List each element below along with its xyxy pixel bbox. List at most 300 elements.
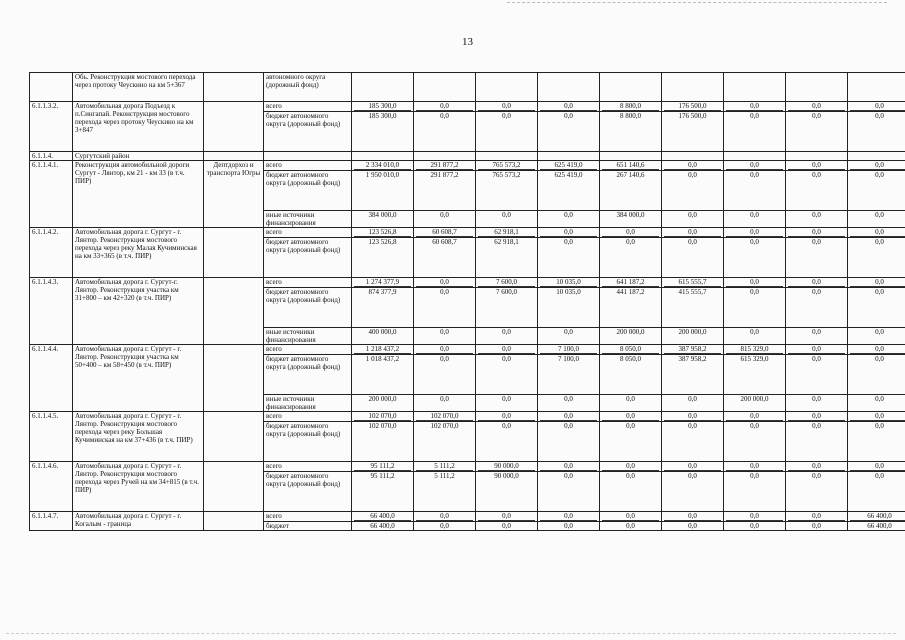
amount-cell bbox=[600, 228, 662, 238]
funding-source: всего bbox=[264, 462, 352, 472]
amount-value: 0,0 bbox=[602, 412, 659, 421]
row-name: Автомобильная дорога Подъезд к п.Сингапай. Реконструкция мостового перехода через протоку Чеускино на км 3+847 bbox=[73, 102, 204, 152]
amount-value: 0,0 bbox=[812, 422, 821, 430]
row-name: Обь. Реконструкция мостового перехода через протоку Чеускино на км 5+367 bbox=[73, 73, 204, 102]
amount-cell bbox=[662, 522, 724, 531]
amount-value: 0,0 bbox=[564, 522, 573, 530]
row-responsible bbox=[204, 462, 264, 512]
amount-cell bbox=[662, 278, 724, 288]
amount-value: 0,0 bbox=[416, 278, 473, 287]
amount-value: 0,0 bbox=[478, 345, 535, 354]
row-code: 6.1.1.4.6. bbox=[30, 462, 73, 512]
amount-cell bbox=[786, 345, 848, 355]
table-row bbox=[30, 462, 905, 472]
amount-value: 0,0 bbox=[788, 102, 845, 111]
amount-cell bbox=[786, 238, 848, 278]
amount-cell bbox=[600, 395, 662, 412]
funding-source: иные источники финансирования bbox=[264, 395, 352, 412]
amount-value: 102 070,0 bbox=[354, 412, 411, 421]
amount-value: 7 600,0 bbox=[478, 278, 535, 287]
amount-value: 0,0 bbox=[564, 211, 573, 219]
amount-value: 8 800,0 bbox=[620, 112, 641, 120]
amount-value: 0,0 bbox=[788, 278, 845, 287]
amount-value: 0,0 bbox=[440, 522, 449, 530]
amount-value: 0,0 bbox=[502, 211, 511, 219]
amount-value: 0,0 bbox=[750, 522, 759, 530]
amount-cell bbox=[848, 395, 905, 412]
amount-cell bbox=[352, 412, 414, 422]
amount-value: 8 800,0 bbox=[602, 102, 659, 111]
amount-value: 1 950 010,0 bbox=[365, 171, 400, 179]
amount-cell bbox=[662, 512, 724, 522]
amount-cell bbox=[476, 161, 538, 171]
amount-value: 95 111,2 bbox=[354, 462, 411, 471]
amount-cell bbox=[600, 73, 662, 102]
amount-cell bbox=[600, 161, 662, 171]
amount-value: 102 070,0 bbox=[430, 422, 459, 430]
amount-value: 0,0 bbox=[502, 355, 511, 363]
amount-cell bbox=[476, 73, 538, 102]
amount-value: 1 218 437,2 bbox=[354, 345, 411, 354]
amount-cell bbox=[662, 73, 724, 102]
row-responsible: Дептдорхоз и транспорта Югры bbox=[204, 161, 264, 228]
amount-value: 0,0 bbox=[750, 472, 759, 480]
amount-cell bbox=[476, 228, 538, 238]
amount-cell bbox=[662, 288, 724, 328]
amount-cell bbox=[476, 102, 538, 112]
amount-value: 0,0 bbox=[502, 422, 511, 430]
amount-value: 0,0 bbox=[540, 462, 597, 471]
amount-value: 0,0 bbox=[875, 211, 884, 219]
amount-value: 0,0 bbox=[564, 472, 573, 480]
amount-value: 10 035,0 bbox=[556, 288, 581, 296]
amount-value: 0,0 bbox=[416, 345, 473, 354]
row-code: 6.1.1.3.2. bbox=[30, 102, 73, 152]
funding-source: иные источники финансирования bbox=[264, 211, 352, 228]
amount-value: 200 000,0 bbox=[740, 395, 769, 403]
amount-value: 0,0 bbox=[812, 522, 821, 530]
amount-cell bbox=[538, 288, 600, 328]
amount-value: 0,0 bbox=[750, 112, 759, 120]
amount-value: 0,0 bbox=[440, 328, 449, 336]
row-code: 6.1.1.4.5. bbox=[30, 412, 73, 462]
amount-cell bbox=[848, 288, 905, 328]
amount-value: 0,0 bbox=[812, 328, 821, 336]
amount-value: 0,0 bbox=[564, 422, 573, 430]
amount-cell bbox=[538, 345, 600, 355]
row-name: Автомобильная дорога г. Сургут - г. Когалым - граница bbox=[73, 512, 204, 531]
amount-value: 200 000,0 bbox=[678, 328, 707, 336]
table-row bbox=[30, 512, 905, 522]
row-name: Автомобильная дорога г. Сургут - г. Лянтор. Реконструкция участка км 50+400 – км 58+450 (в т.ч. ПИР) bbox=[73, 345, 204, 412]
amount-cell bbox=[848, 462, 905, 472]
amount-cell bbox=[724, 328, 786, 345]
row-responsible bbox=[204, 102, 264, 152]
amount-cell bbox=[724, 171, 786, 211]
amount-cell bbox=[724, 112, 786, 152]
amount-cell bbox=[600, 472, 662, 512]
row-responsible bbox=[204, 345, 264, 412]
amount-cell bbox=[414, 211, 476, 228]
amount-cell bbox=[848, 102, 905, 112]
amount-cell bbox=[352, 152, 414, 161]
amount-cell bbox=[786, 395, 848, 412]
amount-cell bbox=[786, 512, 848, 522]
amount-cell bbox=[662, 328, 724, 345]
amount-value: 0,0 bbox=[540, 228, 597, 237]
amount-cell bbox=[848, 278, 905, 288]
amount-value: 0,0 bbox=[812, 112, 821, 120]
amount-cell bbox=[352, 355, 414, 395]
amount-cell bbox=[724, 472, 786, 512]
amount-value: 200 000,0 bbox=[368, 395, 397, 403]
amount-value: 0,0 bbox=[850, 278, 905, 287]
amount-value: 123 526,8 bbox=[368, 238, 397, 246]
table-row bbox=[30, 412, 905, 422]
amount-cell bbox=[538, 462, 600, 472]
amount-cell bbox=[662, 228, 724, 238]
amount-value: 615 329,0 bbox=[740, 355, 769, 363]
amount-value: 0,0 bbox=[688, 522, 697, 530]
amount-cell bbox=[724, 395, 786, 412]
amount-value: 0,0 bbox=[875, 288, 884, 296]
amount-value: 0,0 bbox=[812, 355, 821, 363]
amount-cell bbox=[476, 522, 538, 531]
amount-value: 641 187,2 bbox=[602, 278, 659, 287]
amount-cell bbox=[352, 522, 414, 531]
amount-value: 0,0 bbox=[440, 211, 449, 219]
amount-value: 66 400,0 bbox=[354, 512, 411, 521]
amount-cell bbox=[786, 228, 848, 238]
amount-value: 0,0 bbox=[502, 395, 511, 403]
amount-value: 0,0 bbox=[664, 161, 721, 170]
amount-cell bbox=[848, 422, 905, 462]
amount-cell bbox=[414, 355, 476, 395]
amount-value: 291 877,2 bbox=[416, 161, 473, 170]
amount-value: 0,0 bbox=[812, 211, 821, 219]
funding-source: всего bbox=[264, 512, 352, 522]
amount-value: 0,0 bbox=[750, 238, 759, 246]
amount-cell bbox=[662, 422, 724, 462]
scan-edge-bottom bbox=[6, 633, 896, 634]
amount-cell bbox=[414, 288, 476, 328]
amount-value: 0,0 bbox=[478, 412, 535, 421]
amount-cell bbox=[476, 328, 538, 345]
amount-cell bbox=[786, 73, 848, 102]
amount-value: 267 140,6 bbox=[616, 171, 645, 179]
amount-value: 185 300,0 bbox=[354, 102, 411, 111]
amount-value: 0,0 bbox=[850, 345, 905, 354]
amount-value: 0,0 bbox=[850, 412, 905, 421]
amount-cell bbox=[600, 171, 662, 211]
amount-cell bbox=[724, 355, 786, 395]
amount-cell bbox=[538, 171, 600, 211]
amount-value: 0,0 bbox=[540, 102, 597, 111]
amount-cell bbox=[476, 278, 538, 288]
amount-cell bbox=[786, 355, 848, 395]
table-row bbox=[30, 152, 905, 161]
amount-cell bbox=[352, 328, 414, 345]
amount-cell bbox=[414, 171, 476, 211]
funding-source: бюджет bbox=[264, 522, 352, 531]
amount-cell bbox=[600, 102, 662, 112]
amount-cell bbox=[352, 228, 414, 238]
amount-cell bbox=[352, 161, 414, 171]
amount-value: 387 958,2 bbox=[664, 345, 721, 354]
amount-cell bbox=[848, 73, 905, 102]
amount-cell bbox=[538, 355, 600, 395]
amount-cell bbox=[476, 238, 538, 278]
amount-cell bbox=[662, 152, 724, 161]
amount-value: 176 500,0 bbox=[678, 112, 707, 120]
amount-value: 0,0 bbox=[416, 512, 473, 521]
table-row bbox=[30, 228, 905, 238]
amount-cell bbox=[848, 355, 905, 395]
amount-cell bbox=[848, 328, 905, 345]
amount-value: 0,0 bbox=[602, 462, 659, 471]
funding-source: бюджет автономного округа (дорожный фонд) bbox=[264, 238, 352, 278]
row-code: 6.1.1.4.1. bbox=[30, 161, 73, 228]
row-code: 6.1.1.4. bbox=[30, 152, 73, 161]
amount-cell bbox=[476, 472, 538, 512]
amount-cell bbox=[538, 102, 600, 112]
amount-cell bbox=[848, 412, 905, 422]
amount-value: 0,0 bbox=[688, 211, 697, 219]
amount-value: 0,0 bbox=[540, 512, 597, 521]
amount-value: 0,0 bbox=[688, 472, 697, 480]
amount-value: 10 035,0 bbox=[540, 278, 597, 287]
amount-cell bbox=[662, 112, 724, 152]
amount-cell bbox=[352, 512, 414, 522]
row-name: Автомобильная дорога г. Сургут - г. Лянтор. Реконструкция мостового перехода через реку Малая Кучиминская на км 33+365 (в т.ч. ПИР) bbox=[73, 228, 204, 278]
amount-value: 0,0 bbox=[788, 161, 845, 170]
amount-value: 0,0 bbox=[564, 395, 573, 403]
amount-cell bbox=[538, 412, 600, 422]
amount-value: 90 000,0 bbox=[494, 472, 519, 480]
amount-value: 625 419,0 bbox=[540, 161, 597, 170]
row-code: 6.1.1.4.4. bbox=[30, 345, 73, 412]
amount-value: 387 958,2 bbox=[678, 355, 707, 363]
amount-value: 384 000,0 bbox=[616, 211, 645, 219]
amount-value: 62 918,1 bbox=[478, 228, 535, 237]
amount-value: 0,0 bbox=[540, 412, 597, 421]
amount-cell bbox=[352, 102, 414, 112]
funding-source: всего bbox=[264, 412, 352, 422]
amount-cell bbox=[476, 152, 538, 161]
funding-source: автономного округа (дорожный фонд) bbox=[264, 73, 352, 102]
amount-cell bbox=[476, 171, 538, 211]
amount-cell bbox=[662, 171, 724, 211]
funding-source: всего bbox=[264, 161, 352, 171]
amount-cell bbox=[786, 102, 848, 112]
amount-cell bbox=[352, 211, 414, 228]
amount-value: 0,0 bbox=[750, 328, 759, 336]
amount-cell bbox=[414, 412, 476, 422]
amount-cell bbox=[414, 102, 476, 112]
amount-cell bbox=[786, 171, 848, 211]
amount-cell bbox=[724, 73, 786, 102]
amount-value: 0,0 bbox=[564, 238, 573, 246]
table-row bbox=[30, 161, 905, 171]
amount-value: 0,0 bbox=[812, 171, 821, 179]
amount-cell bbox=[724, 278, 786, 288]
amount-value: 0,0 bbox=[626, 395, 635, 403]
amount-value: 0,0 bbox=[875, 112, 884, 120]
amount-cell bbox=[352, 472, 414, 512]
amount-cell bbox=[352, 345, 414, 355]
amount-cell bbox=[600, 238, 662, 278]
amount-cell bbox=[662, 472, 724, 512]
row-responsible bbox=[204, 152, 264, 161]
amount-value: 0,0 bbox=[812, 288, 821, 296]
amount-cell bbox=[476, 288, 538, 328]
amount-cell bbox=[600, 211, 662, 228]
amount-cell bbox=[414, 345, 476, 355]
amount-cell bbox=[848, 161, 905, 171]
table-row bbox=[30, 345, 905, 355]
amount-value: 0,0 bbox=[750, 422, 759, 430]
amount-cell bbox=[848, 152, 905, 161]
amount-cell bbox=[600, 345, 662, 355]
amount-value: 0,0 bbox=[502, 522, 511, 530]
row-code bbox=[30, 73, 73, 102]
amount-value: 625 419,0 bbox=[554, 171, 583, 179]
amount-value: 0,0 bbox=[875, 472, 884, 480]
amount-cell bbox=[848, 345, 905, 355]
funding-source: бюджет автономного округа (дорожный фонд) bbox=[264, 472, 352, 512]
amount-cell bbox=[352, 238, 414, 278]
amount-value: 0,0 bbox=[502, 328, 511, 336]
amount-cell bbox=[538, 328, 600, 345]
funding-source: бюджет автономного округа (дорожный фонд) bbox=[264, 422, 352, 462]
amount-cell bbox=[662, 355, 724, 395]
amount-value: 60 608,7 bbox=[416, 228, 473, 237]
amount-value: 0,0 bbox=[875, 355, 884, 363]
amount-value: 0,0 bbox=[726, 278, 783, 287]
amount-cell bbox=[786, 462, 848, 472]
amount-value: 384 000,0 bbox=[368, 211, 397, 219]
amount-cell bbox=[538, 211, 600, 228]
funding-source bbox=[264, 152, 352, 161]
amount-cell bbox=[662, 211, 724, 228]
amount-value: 90 000,0 bbox=[478, 462, 535, 471]
row-responsible bbox=[204, 228, 264, 278]
amount-value: 7 100,0 bbox=[540, 345, 597, 354]
amount-value: 0,0 bbox=[688, 422, 697, 430]
amount-value: 66 400,0 bbox=[850, 512, 905, 521]
amount-cell bbox=[352, 462, 414, 472]
amount-value: 0,0 bbox=[440, 395, 449, 403]
amount-value: 2 334 010,0 bbox=[354, 161, 411, 170]
amount-cell bbox=[662, 161, 724, 171]
amount-cell bbox=[414, 228, 476, 238]
amount-cell bbox=[724, 422, 786, 462]
amount-value: 8 050,0 bbox=[602, 345, 659, 354]
amount-value: 0,0 bbox=[478, 512, 535, 521]
amount-cell bbox=[352, 288, 414, 328]
amount-value: 0,0 bbox=[664, 512, 721, 521]
amount-value: 123 526,8 bbox=[354, 228, 411, 237]
amount-cell bbox=[538, 472, 600, 512]
row-name: Автомобильная дорога г. Сургут - г. Лянтор. Реконструкция мостового перехода через реку Большая Кучиминская на км 37+436 (в т.ч. ПИР) bbox=[73, 412, 204, 462]
amount-cell bbox=[600, 412, 662, 422]
funding-source: бюджет автономного округа (дорожный фонд) bbox=[264, 112, 352, 152]
amount-cell bbox=[414, 238, 476, 278]
amount-value: 102 070,0 bbox=[416, 412, 473, 421]
amount-cell bbox=[600, 355, 662, 395]
amount-value: 8 050,0 bbox=[620, 355, 641, 363]
amount-value: 7 100,0 bbox=[558, 355, 579, 363]
amount-value: 60 608,7 bbox=[432, 238, 457, 246]
row-responsible bbox=[204, 412, 264, 462]
amount-cell bbox=[600, 328, 662, 345]
amount-cell bbox=[414, 152, 476, 161]
amount-cell bbox=[414, 395, 476, 412]
amount-cell bbox=[414, 328, 476, 345]
amount-cell bbox=[724, 152, 786, 161]
amount-cell bbox=[724, 512, 786, 522]
amount-cell bbox=[724, 288, 786, 328]
amount-value: 0,0 bbox=[850, 228, 905, 237]
amount-value: 0,0 bbox=[726, 512, 783, 521]
amount-value: 0,0 bbox=[664, 462, 721, 471]
amount-value: 874 377,9 bbox=[368, 288, 397, 296]
amount-value: 0,0 bbox=[788, 462, 845, 471]
row-responsible bbox=[204, 512, 264, 531]
amount-value: 0,0 bbox=[788, 412, 845, 421]
amount-cell bbox=[476, 395, 538, 412]
amount-cell bbox=[848, 472, 905, 512]
amount-value: 7 600,0 bbox=[496, 288, 517, 296]
amount-cell bbox=[414, 422, 476, 462]
amount-value: 0,0 bbox=[788, 512, 845, 521]
amount-value: 0,0 bbox=[875, 422, 884, 430]
amount-cell bbox=[724, 211, 786, 228]
amount-value: 62 918,1 bbox=[494, 238, 519, 246]
table-row bbox=[30, 73, 905, 102]
amount-cell bbox=[538, 73, 600, 102]
amount-value: 0,0 bbox=[850, 102, 905, 111]
amount-value: 291 877,2 bbox=[430, 171, 459, 179]
amount-cell bbox=[786, 412, 848, 422]
amount-value: 0,0 bbox=[788, 228, 845, 237]
row-name: Автомобильная дорога г. Сургут - г. Лянтор. Реконструкция мостового перехода через Ручей на км 34+815 (в т.ч. ПИР) bbox=[73, 462, 204, 512]
amount-value: 0,0 bbox=[788, 345, 845, 354]
amount-value: 0,0 bbox=[688, 238, 697, 246]
funding-source: всего bbox=[264, 345, 352, 355]
amount-cell bbox=[724, 522, 786, 531]
amount-cell bbox=[538, 422, 600, 462]
amount-value: 0,0 bbox=[626, 522, 635, 530]
program-table bbox=[29, 72, 905, 531]
amount-cell bbox=[352, 73, 414, 102]
row-responsible bbox=[204, 278, 264, 345]
amount-cell bbox=[538, 152, 600, 161]
amount-value: 66 400,0 bbox=[867, 522, 892, 530]
amount-value: 415 555,7 bbox=[678, 288, 707, 296]
amount-cell bbox=[600, 288, 662, 328]
amount-cell bbox=[352, 171, 414, 211]
amount-value: 0,0 bbox=[875, 171, 884, 179]
amount-cell bbox=[848, 512, 905, 522]
amount-value: 400 000,0 bbox=[368, 328, 397, 336]
amount-value: 815 329,0 bbox=[726, 345, 783, 354]
amount-cell bbox=[786, 152, 848, 161]
amount-value: 1 018 437,2 bbox=[365, 355, 400, 363]
amount-value: 0,0 bbox=[564, 112, 573, 120]
amount-value: 0,0 bbox=[602, 512, 659, 521]
funding-source: бюджет автономного округа (дорожный фонд) bbox=[264, 288, 352, 328]
